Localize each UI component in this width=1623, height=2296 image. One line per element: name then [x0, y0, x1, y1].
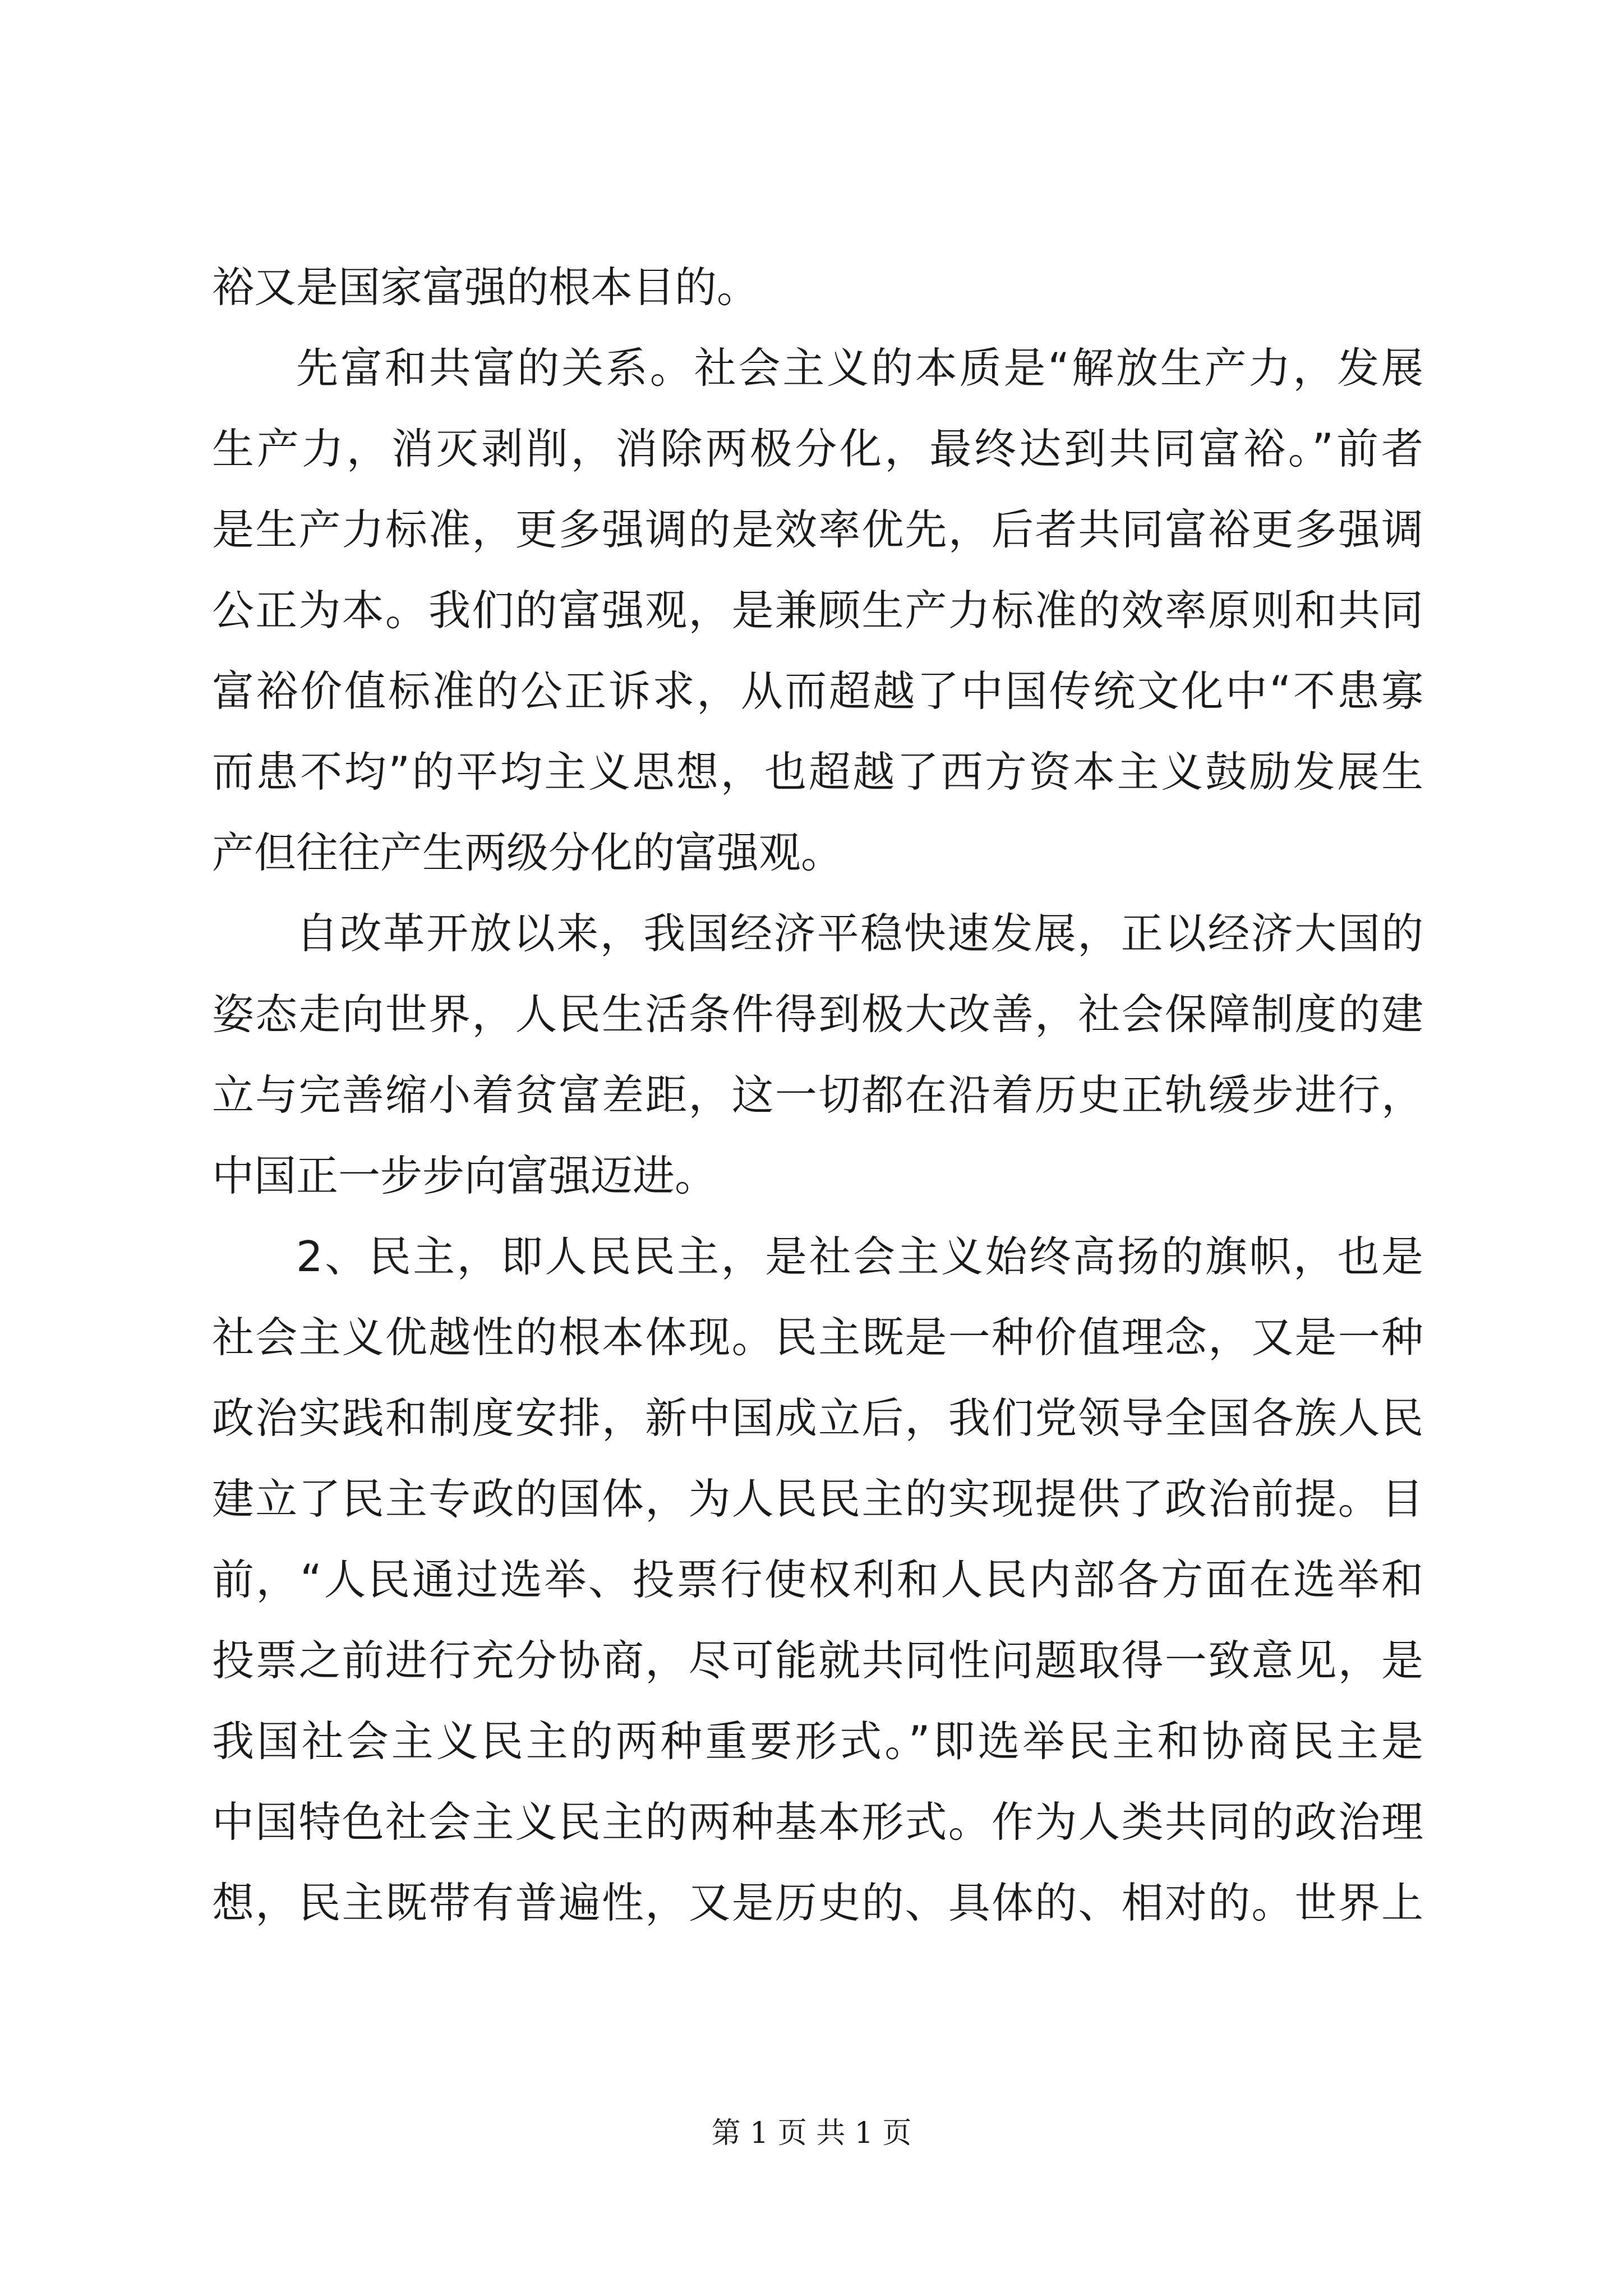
- text-line: 中国正一步步向富强迈进。: [212, 1151, 717, 1200]
- text-line: 想，民主既带有普遍性，又是历史的、具体的、相对的。世界上: [212, 1878, 1423, 1927]
- text-line: 建立了民主专政的国体，为人民民主的实现提供了政治前提。目: [212, 1474, 1423, 1524]
- text-line: 立与完善缩小着贫富差距，这一切都在沿着历史正轨缓步进行，: [212, 1070, 1423, 1120]
- text-line: 政治实践和制度安排，新中国成立后，我们党领导全国各族人民: [212, 1393, 1423, 1443]
- text-line: 中国特色社会主义民主的两种基本形式。作为人类共同的政治理: [212, 1797, 1423, 1847]
- text-line: 裕又是国家富强的根本目的。: [212, 263, 759, 312]
- text-line: 生产力，消灭剥削，消除两极分化，最终达到共同富裕。”前者: [212, 424, 1423, 473]
- body-text: [212, 247, 1423, 1943]
- text-line: 产但往往产生两级分化的富强观。: [212, 828, 843, 877]
- text-line: 前，“人民通过选举、投票行使权利和人民内部各方面在选举和: [212, 1555, 1423, 1604]
- text-line: 而患不均”的平均主义思想，也超越了西方资本主义鼓励发展生: [212, 747, 1423, 797]
- text-line: 社会主义优越性的根本体现。民主既是一种价值理念，又是一种: [212, 1313, 1423, 1362]
- text-line: 投票之前进行充分协商，尽可能就共同性问题取得一致意见，是: [212, 1636, 1423, 1685]
- text-line: 我国社会主义民主的两种重要形式。”即选举民主和协商民主是: [212, 1717, 1423, 1766]
- text-line: 2、民主，即人民民主，是社会主义始终高扬的旗帜，也是: [296, 1232, 1423, 1281]
- page-footer: 第 1 页 共 1 页: [711, 2116, 912, 2150]
- text-line: 富裕价值标准的公正诉求，从而超越了中国传统文化中“不患寡: [212, 666, 1423, 716]
- text-line: 姿态走向世界，人民生活条件得到极大改善，社会保障制度的建: [212, 990, 1423, 1039]
- text-line: 自改革开放以来，我国经济平稳快速发展，正以经济大国的: [296, 909, 1423, 958]
- text-line: 是生产力标准，更多强调的是效率优先，后者共同富裕更多强调: [212, 505, 1423, 554]
- text-line: 公正为本。我们的富强观，是兼顾生产力标准的效率原则和共同: [212, 586, 1423, 635]
- text-line: 先富和共富的关系。社会主义的本质是“解放生产力，发展: [296, 343, 1423, 393]
